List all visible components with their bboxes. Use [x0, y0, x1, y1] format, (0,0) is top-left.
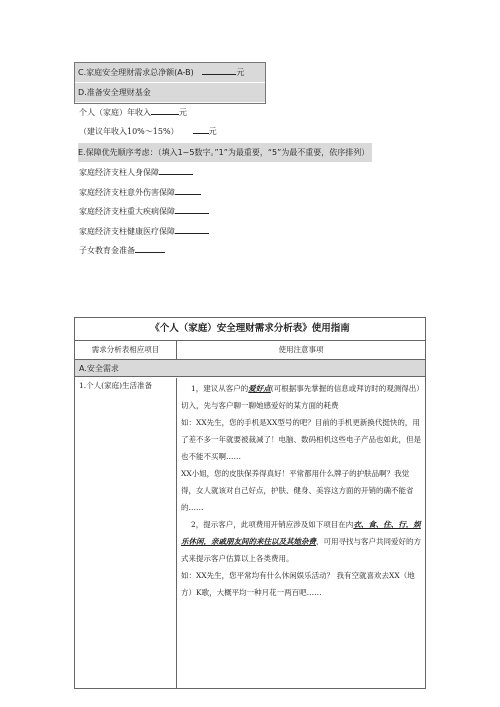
section-d-label: D.准备安全理财基金 [78, 88, 151, 97]
priority-blank[interactable] [175, 205, 209, 214]
guide-title: 《个人（家庭）安全理财需求分析表》使用指南 [75, 318, 425, 341]
emphasis-text: 衣、食、住、行，娱乐休闲，亲戚朋友间的来往以及其她杂费 [181, 520, 421, 546]
priority-item-label: 子女教育金准备 [79, 246, 135, 255]
note-paragraph [181, 516, 421, 567]
income-blank[interactable] [151, 106, 179, 115]
suggest-label: （建议年收入10%～15%） [79, 127, 179, 136]
priority-item-label: 家庭经济支柱意外伤害保障 [79, 188, 175, 197]
priority-item-label: 家庭经济支柱重大疾病保障 [79, 207, 175, 216]
priority-item [79, 166, 193, 178]
note-paragraph [181, 380, 421, 414]
note-text: 1，建议从客户的 [191, 384, 249, 393]
section-e-label: E.保障优先顺序考虑：（填入1~5数字。”1”为最重要，“5”为最不重要，依序排列） [78, 143, 372, 162]
note-text: 2，提示客户，此项费用开销应涉及如下项目在内 [191, 520, 354, 529]
emphasis-text: 爱好点 [248, 384, 271, 393]
usage-notes [181, 380, 421, 601]
section-a-row [75, 360, 425, 377]
suggest-line [79, 125, 217, 137]
priority-item [79, 225, 209, 237]
note-paragraph: 如：XX先生，您的手机是XX型号的吧？目前的手机更新换代挺快的，用了差不多一年就要被裁减了！电脑、数码相机这些电子产品也如此，但是也不能不买啊…… [181, 418, 421, 461]
priority-blank[interactable] [175, 186, 201, 195]
section-e-row [75, 143, 370, 162]
column-header-item: 需求分析表相应项目 [75, 341, 176, 360]
note-paragraph: 如：XX先生，您平常均有什么休闲娱乐活动？ 我有空就喜欢去XX（地方）K歌，大概平均一种月花一两百吧…… [181, 571, 415, 597]
note-text: (可根据事先掌握的信息或拜访时的观测得出）切入，先与客户聊一聊她感爱好的某方面的耗费 [181, 384, 420, 410]
section-c-label: C.家庭安全理财需求总净额(A-B) [78, 68, 194, 77]
note-paragraph: XX小姐，您的皮肤保养得真好！平常都用什么牌子的护肤品啊？我觉得，女人就该对自己好点，护肤、健身、美容这方面的开销的确不能省的…… [181, 469, 414, 512]
priority-blank[interactable] [159, 166, 193, 175]
priority-blank[interactable] [135, 244, 165, 253]
income-unit: 元 [179, 108, 187, 117]
priority-item-label: 家庭经济支柱人身保障 [79, 168, 159, 177]
priority-item [79, 186, 201, 198]
suggest-blank[interactable] [193, 125, 209, 134]
note-text: ，可用寻找与客户共同爱好的方式来提示客户估算以上各类费用。 [181, 537, 421, 563]
priority-item [79, 244, 165, 256]
section-a-label: A.安全需求 [79, 364, 119, 373]
income-line [79, 106, 187, 118]
c-unit: 元 [236, 68, 245, 77]
income-label: 个人（家庭）年收入 [79, 108, 151, 117]
column-header-notes: 使用注意事项 [177, 341, 425, 360]
column-divider [176, 378, 177, 688]
column-divider [176, 341, 177, 360]
priority-item [79, 205, 209, 217]
priority-item-label: 家庭经济支柱健康医疗保障 [79, 227, 175, 236]
item-living-expenses: 1.个人(家庭)生活准备 [79, 381, 153, 390]
top-table-border [74, 62, 266, 104]
priority-blank[interactable] [175, 225, 209, 234]
usage-guide-table [74, 317, 426, 689]
suggest-unit: 元 [208, 127, 217, 136]
